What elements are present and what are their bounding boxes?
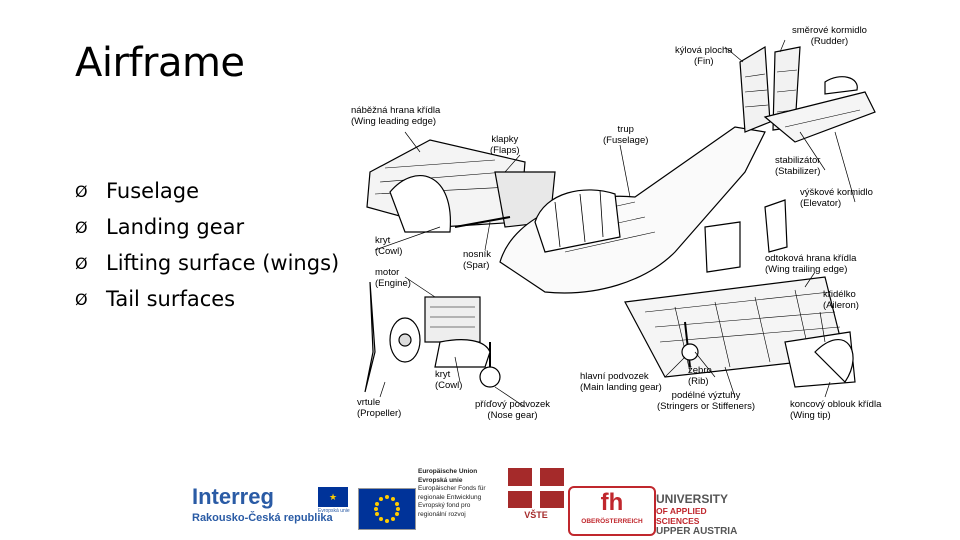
vste-text: VŠTE (524, 510, 548, 520)
interreg-wordmark: Interreg (192, 484, 274, 509)
interreg-region: Rakousko-Česká republika (192, 512, 333, 524)
bullet-list (75, 173, 339, 317)
label-wing-leading-edge: náběžná hrana křídla (Wing leading edge) (351, 105, 441, 127)
label-nose-gear: příďový podvozek (Nose gear) (475, 399, 551, 421)
label-aileron: křidélko (Aileron) (823, 289, 859, 311)
fh-logo (568, 486, 656, 536)
label-spar: nosník (Spar) (463, 249, 491, 271)
arrow-bullet-icon: Ø (75, 253, 88, 273)
label-engine: motor (Engine) (375, 267, 411, 289)
bullet-item (75, 245, 339, 281)
vste-emblem (508, 468, 564, 508)
label-elevator: výškové kormidlo (Elevator) (800, 187, 873, 209)
logo-bar (190, 462, 750, 540)
vste-logo (508, 468, 564, 530)
slide-title: Airframe (75, 40, 245, 86)
interreg-logo (190, 484, 350, 532)
eu-stars-icon (359, 489, 415, 529)
label-cowl-bottom: kryt (Cowl) (435, 369, 463, 391)
bullet-text: Fuselage (106, 179, 200, 203)
interreg-tag: Evropská unie (318, 508, 350, 514)
fh-wordmark: fh (600, 489, 624, 516)
label-main-gear: hlavní podvozek (Main landing gear) (580, 371, 662, 393)
label-fin: kýlová plocha (Fin) (675, 45, 733, 67)
university-logo: UNIVERSITY OF APPLIED SCIENCES UPPER AUSTRIA (656, 492, 738, 537)
label-flaps: klapky (Flaps) (490, 134, 520, 156)
label-rudder: směrové kormidlo (Rudder) (792, 25, 867, 47)
label-cowl-top: kryt (Cowl) (375, 235, 403, 257)
arrow-bullet-icon: Ø (75, 181, 88, 201)
airframe-diagram (345, 22, 885, 422)
bullet-item (75, 281, 339, 317)
label-stabilizer: stabilizátor (Stabilizer) (775, 155, 821, 177)
bullet-text: Tail surfaces (106, 287, 236, 311)
fh-region: OBERÖSTERREICH (581, 518, 643, 525)
bullet-text: Landing gear (106, 215, 245, 239)
bullet-item (75, 209, 339, 245)
bullet-text: Lifting surface (wings) (106, 251, 340, 275)
airframe-drawing (345, 22, 885, 422)
bullet-item (75, 173, 339, 209)
label-rib: žebro (Rib) (688, 365, 712, 387)
label-propeller: vrtule (Propeller) (357, 397, 402, 419)
eu-flag-logo (358, 488, 416, 530)
label-wing-trailing-edge: odtoková hrana křídla (Wing trailing edge) (765, 253, 857, 275)
arrow-bullet-icon: Ø (75, 289, 88, 309)
label-wing-tip: koncový oblouk křídla (Wing tip) (790, 399, 882, 421)
interreg-eu-flag: ★ (318, 487, 348, 507)
label-stringers: podélné výztuhy (Stringers or Stiffeners) (657, 390, 756, 412)
arrow-bullet-icon: Ø (75, 217, 88, 237)
label-fuselage: trup (Fuselage) (603, 124, 649, 146)
eu-fund-text: Europäische Union Evropská unie Europäischer Fonds für regionale Entwicklung Evropský fond pro regionální rozvoj (418, 468, 486, 518)
